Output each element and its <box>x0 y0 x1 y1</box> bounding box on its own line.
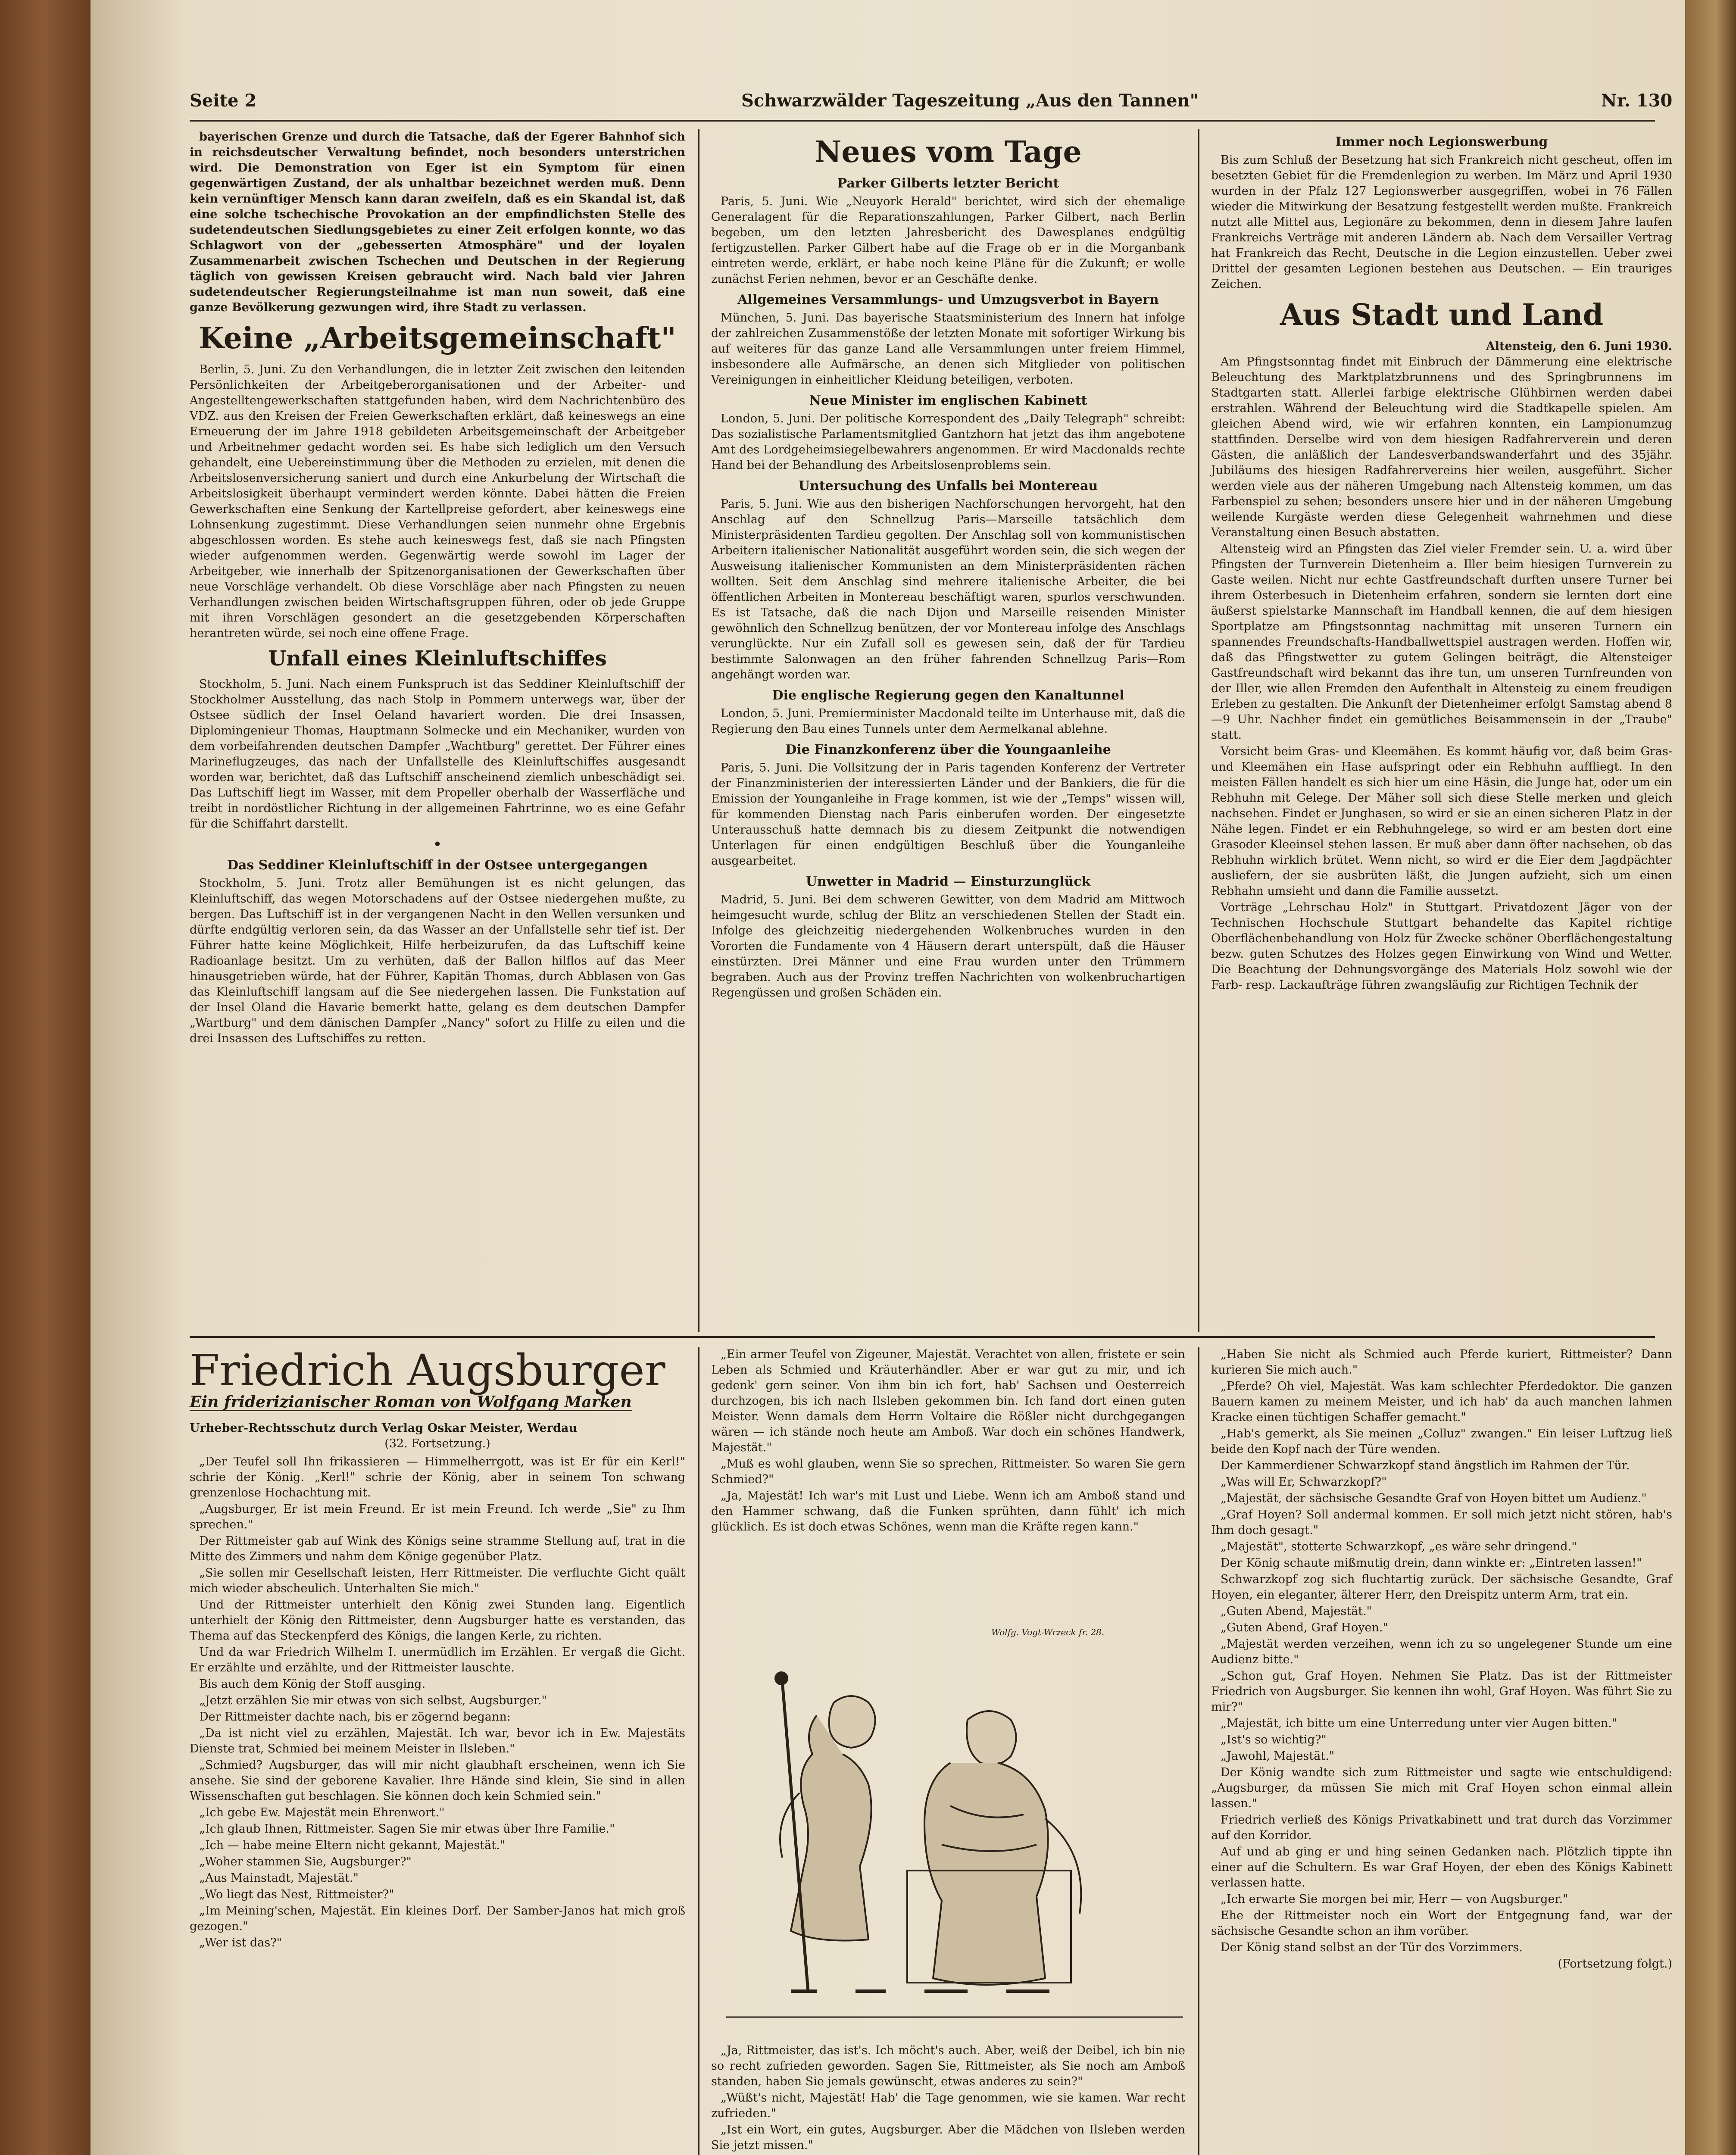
section-rule <box>190 1336 1655 1338</box>
article-montereau: Paris, 5. Juni. Wie aus den bisherigen Nachforschungen hervorgeht, hat den Anschlag auf den Schnellzug Paris—Marseille tatsächlich dem Ministerpräsidenten Tardieu gegolten. Der Anschlag soll von kommunistischen Arbeitern italienischer Nationalität ausgeführt worden sein, die sich wegen der Ausweisung italienischer Kommunisten an dem Ministerpräsidenten rächen wollten. Seit dem Anschlag sind mehrere italienische Arbeiter, die bei öffentlichen Arbeiten in Montereau beschäftigt waren, spurlos verschwunden. Es ist Tatsache, daß die nach Dijon und Marseille reisenden Minister gewöhnlich den Schnellzug benützen, der vor Montereau infolge des Anschlags verunglückte. Nur ein Zufall soll es gewesen sein, daß der für Tardieu bestimmte Salonwagen an den früher fahrenden Schnellzug Paris—Rom angehängt worden war. <box>711 497 1185 681</box>
novel-paragraph: Bis auch dem König der Stoff ausging. <box>199 1677 426 1691</box>
column-divider <box>698 129 699 1332</box>
novel-paragraph: Und der Rittmeister unterhielt den König zwei Stunden lang. Eigentlich unterhielt der König den Rittmeister, denn Augsburger hatte es verstanden, das Thema auf das Steckenpferd des Königs, die langen Kerle, zu richten. <box>190 1598 685 1643</box>
headline-arbeitsgemeinschaft: Keine „Arbeitsgemeinschaft" <box>199 321 676 356</box>
header-rule <box>190 120 1655 122</box>
column-divider <box>1198 129 1199 1332</box>
article-kanaltunnel: London, 5. Juni. Premierminister Macdonald teilte im Unterhause mit, daß die Regierung den Bau eines Tunnels unter dem Aermelkanal ablehne. <box>711 707 1185 736</box>
novel-paragraph: „Hab's gemerkt, als Sie meinen „Colluz" zwangen." Ein leiser Luftzug ließ beide den Kopf nach der Türe wenden. <box>1211 1427 1672 1456</box>
column-left <box>190 129 685 1047</box>
subhead-seddiner: Das Seddiner Kleinluftschiff in der Ostsee untergegangen <box>227 858 648 873</box>
novel-column-3 <box>1211 1347 1672 1972</box>
copyright-line: Urheber-Rechtsschutz durch Verlag Oskar Meister, Werdau <box>190 1421 577 1435</box>
novel-paragraph: „Muß es wohl glauben, wenn Sie so sprechen, Rittmeister. So waren Sie gern Schmied?" <box>711 1457 1185 1486</box>
novel-paragraph: „Majestät werden verzeihen, wenn ich zu so ungelegener Stunde um eine Audienz bitte." <box>1211 1637 1672 1666</box>
novel-paragraph: „Ist ein Wort, ein gutes, Augsburger. Aber die Mädchen von Ilsleben werden Sie jetzt missen." <box>711 2123 1185 2152</box>
dateline: Altensteig, den 6. Juni 1930. <box>1486 340 1672 353</box>
subhead-madrid: Unwetter in Madrid — Einsturzunglück <box>806 874 1091 889</box>
novel-paragraph: „Ich glaub Ihnen, Rittmeister. Sagen Sie mir etwas über Ihre Familie." <box>199 1822 615 1836</box>
article-madrid: Madrid, 5. Juni. Bei dem schweren Gewitter, von dem Madrid am Mittwoch heimgesucht wurde, schlug der Blitz an verschiedenen Stellen der Stadt ein. Infolge des gleichzeitig niedergehenden Wolkenbruches wurden in den Vororten die Fundamente von 4 Häusern derart unterspült, daß die Häuser einstürzten. Drei Männer und eine Frau wurden unter den Trümmern begraben. Auch aus der Provinz treffen Nachrichten von wolkenbruchartigen Regengüssen und großen Schäden ein. <box>711 893 1185 999</box>
illustration-credit: Wolfg. Vogt-Wrzeck fr. 28. <box>991 1627 1105 1637</box>
subhead-versammlungsverbot: Allgemeines Versammlungs- und Umzugsverbot in Bayern <box>737 292 1159 307</box>
novel-paragraph: „Was will Er, Schwarzkopf?" <box>1221 1475 1387 1489</box>
novel-paragraph: „Ja, Majestät! Ich war's mit Lust und Liebe. Wenn ich am Amboß stand und den Hammer schwang, daß die Funken sprühten, dann fühlt' ich mich glücklich. Es ist doch etwas Schönes, wenn man die Kräfte regen kann." <box>711 1489 1185 1533</box>
subhead-parker-gilbert: Parker Gilberts letzter Bericht <box>837 176 1059 191</box>
novel-paragraph: „Graf Hoyen? Soll andermal kommen. Er soll mich jetzt nicht stören, hab's Ihm doch gesagt." <box>1211 1508 1672 1537</box>
novel-paragraph: „Jawohl, Majestät." <box>1221 1749 1335 1763</box>
headline-stadt-und-land: Aus Stadt und Land <box>1280 298 1604 332</box>
article-turnverein: Altensteig wird an Pfingsten das Ziel vieler Fremder sein. U. a. wird über Pfingsten der Turnverein Dietenheim a. Iller beim hiesigen Turnverein zu Gaste weilen. Nicht nur echte Gastfreundschaft durften unsere Turner bei ihrem Osterbesuch in Dietenheim erfahren, sondern sie lernten dort eine äußerst spielstarke Mannschaft im Handball kennen, die auf dem hiesigen Sportplatze am Pfingstsonntag nachmittag mit unseren Turnern ein spannendes Freundschafts-Handballwettspiel austragen werden. Hoffen wir, daß das Pfingstwetter zu gutem Gelingen beiträgt, die Altensteiger Gastfreundschaft wird bekannt das ihre tun, um unseren Turnfreunden von der Iller, wie allen Fremden den Aufenthalt in Altensteig zu einem freudigen Erleben zu gestalten. Die Ankunft der Dietenheimer erfolgt Samstag abend 8—9 Uhr. Nachher findet ein gemütliches Beisammensein in der „Traube" statt. <box>1211 542 1672 742</box>
novel-paragraph: „Majestät, ich bitte um eine Unterredung unter vier Augen bitten." <box>1221 1717 1617 1730</box>
installment-number: (32. Fortsetzung.) <box>384 1437 490 1450</box>
novel-paragraph: „Ein armer Teufel von Zigeuner, Majestät. Verachtet von allen, fristete er sein Leben als Schmied und Kräuterhändler. Aber er war gut zu mir, und ich gedenk' gern seiner. Von ihm bin ich fort, hab' Sachsen und Oesterreich durchzogen, bis ich nach Ilsleben gekommen bin. Ich fand dort einen guten Meister. Wenn damals dem Herrn Voltaire die Rößler nicht durchgegangen wären — ich stände noch heute am Amboß. War doch ein schönes Handwerk, Majestät." <box>711 1348 1185 1454</box>
article-seddiner: Stockholm, 5. Juni. Trotz aller Bemühungen ist es nicht gelungen, das Kleinluftschiff, das wegen Motorschadens auf der Ostsee niedergehen mußte, zu bergen. Das Luftschiff ist in der vergangenen Nacht in den Wellen versunken und dürfte endgültig verloren sein, da das Wasser an der Unfallstelle sehr tief ist. Der Führer hatte keine Möglichkeit, Hilfe herbeizurufen, da das Luftschiff keine Radioanlage besitzt. Um zu verhüten, daß der Ballon hilflos auf das Meer hinausgetrieben würde, hat der Führer, Kapitän Thomas, durch Abblasen von Gas das Kleinluftschiff langsam auf die See niedergehen lassen. Die Funkstation auf der Insel Oland die Havarie bemerkt hatte, gelang es dem deutschen Dampfer „Wartburg" und dem dänischen Dampfer „Nancy" sofort zu Hilfe zu eilen und die drei Insassen des Luftschiffes zu retten. <box>190 877 685 1045</box>
column-right <box>1211 129 1672 994</box>
separator-dot: • <box>433 837 442 852</box>
article-versammlungsverbot: München, 5. Juni. Das bayerische Staatsministerium des Innern hat infolge der zahlreichen Zusammenstöße der letzten Monate mit sofortiger Wirkung bis auf weiteres für das ganze Land alle Versammlungen unter freiem Himmel, insbesondere alle Aufmärsche, an denen sich Mitglieder von politischen Vereinigungen in einheitlicher Kleidung beteiligen, verboten. <box>711 311 1185 387</box>
novel-paragraph: „Ich — habe meine Eltern nicht gekannt, Majestät." <box>199 1839 506 1852</box>
article-legionswerbung: Bis zum Schluß der Besetzung hat sich Frankreich nicht gescheut, offen im besetzten Gebiet für die Fremdenlegion zu werben. Im März und April 1930 wurden in der Pfalz 127 Legionswerber ausgegriffen, wobei in 76 Fällen wieder die Mitwirkung der Besatzung festgestellt werden mußte. Frankreich nutzt alle Mittel aus, Legionäre zu bekommen, denn in diesem Jahre laufen Frankreichs Verträge mit anderen Ländern ab. Nach dem Versailler Vertrag hat Frankreich das Recht, Deutsche in die Legion einzustellen. Ueber zwei Drittel der gesamten Legionen bestehen aus Deutschen. — Ein trauriges Zeichen. <box>1211 153 1672 291</box>
novel-paragraph: „Woher stammen Sie, Augsburger?" <box>199 1855 412 1868</box>
subhead-kanaltunnel: Die englische Regierung gegen den Kanaltunnel <box>772 688 1124 703</box>
novel-paragraph: Der Rittmeister gab auf Wink des Königs seine stramme Stellung auf, trat in die Mitte des Zimmers und nahm dem Könige gegenüber Platz. <box>190 1534 685 1563</box>
column-divider <box>698 1347 699 2155</box>
article-lehrschau-holz: Vorträge „Lehrschau Holz" in Stuttgart. Privatdozent Jäger von der Technischen Hochschule Stuttgart behandelte das Kapitel richtige Oberflächenbehandlung von Holz für Zwecke schöner Oberflächengestaltung bezw. guten Schutzes des Holzes gegen Einwirkung von Wind und Wetter. Die Beachtung der Dehnungsvorgänge des Materials Holz sowohl wie der Farb- resp. Lackaufträge führen zwangsläufig zur Richtigen Technik der <box>1211 901 1672 992</box>
novel-paragraph: Ehe der Rittmeister noch ein Wort der Entgegnung fand, war der sächsische Gesandte schon an ihm vorüber. <box>1211 1909 1672 1938</box>
novel-column-1 <box>190 1347 685 1952</box>
novel-paragraph: „Guten Abend, Majestät." <box>1221 1605 1372 1618</box>
novel-paragraph: Der König wandte sich zum Rittmeister und sagte wie entschuldigend: „Augsburger, da müssen Sie mich mit Graf Hoyen schon einmal allein lassen." <box>1211 1766 1672 1810</box>
novel-paragraph: „Pferde? Oh viel, Majestät. Was kam schlechter Pferdedoktor. Die ganzen Bauern kamen zu meinem Meister, und ich hab' da auch manchen lahmen Kracke einen tüchtigen Schaffer gemacht." <box>1211 1380 1672 1424</box>
article-kleinluftschiff: Stockholm, 5. Juni. Nach einem Funkspruch ist das Seddiner Kleinluftschiff der Stockholmer Ausstellung, das nach Stolp in Pommern unterwegs war, über der Ostsee südlich der Insel Oeland havariert worden. Die drei Insassen, Diplomingenieur Thomas, Hauptmann Solmecke und ein Mechaniker, wurden von dem vorbeifahrenden deutschen Dampfer „Wachtburg" gerettet. Der Führer eines Marineflugzeuges, das nach der Unfallstelle des Kleinluftschiffes ausgesandt worden war, berichtet, daß das Luftschiff anscheinend ziemlich unbeschädigt sei. Das Luftschiff liegt im Wasser, mit dem Propeller oberhalb der Wasserfläche und treibt in nordöstlicher Richtung in der allgemeinen Fahrtrinne, wo es eine Gefahr für die Schiffahrt darstellt. <box>190 678 685 831</box>
novel-paragraph: Der König stand selbst an der Tür des Vorzimmers. <box>1221 1941 1523 1954</box>
continued-note: (Fortsetzung folgt.) <box>1558 1957 1672 1971</box>
article-neue-minister: London, 5. Juni. Der politische Korrespondent des „Daily Telegraph" schreibt: Das sozialistische Parlamentsmitglied Gantzhorn hat jetzt das ihm angebotene Amt des Lordgeheimsiegelbewahrers angenommen. Er wird Macdonalds rechte Hand bei der Behandlung des Arbeitslosenproblems sein. <box>711 412 1185 472</box>
article-pfingstsonntag: Am Pfingstsonntag findet mit Einbruch der Dämmerung eine elektrische Beleuchtung des Marktplatzbrunnens und des Springbrunnens im Stadtgarten statt. Allerlei farbige elektrische Glühbirnen werden dabei erstrahlen. Während der Beleuchtung wird die Stadtkapelle spielen. Am gleichen Abend wird, wie wir erfahren konnten, ein Lampionumzug stattfinden. Derselbe wird von dem hiesigen Radfahrerverein und deren Gästen, die anläßlich der Landesverbandswanderfahrt und des 35jähr. Jubiläums des hiesigen Radfahrervereins hier weilen, ausgeführt. Sicher werden viele aus der näheren Umgebung nach Altensteig kommen, um das Farbenspiel zu sehen; besonders unsere hier und in der näheren Umgebung weilende Kurgäste werden diese Gelegenheit wahrnehmen und diese Veranstaltung einen Besuch abstatten. <box>1211 355 1672 539</box>
illustration-king-and-officer <box>726 1664 1183 2034</box>
novel-column-2-top <box>711 1347 1185 1536</box>
newspaper-page <box>190 0 1689 2155</box>
novel-paragraph: „Augsburger, Er ist mein Freund. Er ist mein Freund. Ich werde „Sie" zu Ihm sprechen." <box>190 1502 685 1531</box>
novel-paragraph: „Schmied? Augsburger, das will mir nicht glaubhaft erscheinen, wenn ich Sie ansehe. Sie sind der geborene Kavalier. Ihre Hände sind klein, Sie sind in allen Wissenschaften gut beschlagen. Sie können doch kein Schmied sein." <box>190 1758 685 1803</box>
novel-paragraph: „Wüßt's nicht, Majestät! Hab' die Tage genommen, wie sie kamen. War recht zufrieden." <box>711 2091 1185 2120</box>
headline-neues-vom-tage: Neues vom Tage <box>815 135 1082 169</box>
novel-paragraph: „Da ist nicht viel zu erzählen, Majestät. Ich war, bevor ich in Ew. Majestäts Dienste trat, Schmied bei meinem Meister in Ilsleben." <box>190 1727 685 1755</box>
subhead-neue-minister: Neue Minister im englischen Kabinett <box>809 393 1087 408</box>
novel-paragraph: „Haben Sie nicht als Schmied auch Pferde kuriert, Rittmeister? Dann kurieren Sie mich auch." <box>1211 1348 1672 1377</box>
article-finanzkonferenz: Paris, 5. Juni. Die Vollsitzung der in Paris tagenden Konferenz der Vertreter der Finanzministerien der interessierten Länder und der Bankiers, die für die Emission der Younganleihe in Frage kommen, ist wie der „Temps" wissen will, für kommenden Dienstag nach Paris einberufen worden. Der eingesetzte Unterausschuß hatte demnach bis zu diesem Zeitpunkt die notwendigen Unterlagen für einen endgültigen Beschluß über die Younganleihe ausgearbeitet. <box>711 761 1185 868</box>
novel-paragraph: „Jetzt erzählen Sie mir etwas von sich selbst, Augsburger." <box>199 1694 547 1707</box>
novel-paragraph: „Schon gut, Graf Hoyen. Nehmen Sie Platz. Das ist der Rittmeister Friedrich von Augsburger. Sie kennen ihn wohl, Graf Hoyen. Was führt Sie zu mir?" <box>1211 1669 1672 1714</box>
novel-paragraph: „Im Meining'schen, Majestät. Ein kleines Dorf. Der Samber-Janos hat mich groß gezogen." <box>190 1904 685 1933</box>
column-middle <box>711 129 1185 1002</box>
novel-paragraph: „Guten Abend, Graf Hoyen." <box>1221 1621 1388 1634</box>
novel-paragraph: „Ich erwarte Sie morgen bei mir, Herr — von Augsburger." <box>1221 1893 1568 1906</box>
novel-title: Friedrich Augsburger <box>190 1345 665 1396</box>
novel-subtitle: Ein friderizianischer Roman von Wolfgang Marken <box>190 1393 632 1411</box>
novel-paragraph: „Sie sollen mir Gesellschaft leisten, Herr Rittmeister. Die verfluchte Gicht quält mich wieder abscheulich. Unterhalten Sie mich." <box>190 1566 685 1595</box>
novel-paragraph: „Ist's so wichtig?" <box>1221 1733 1327 1746</box>
novel-paragraph: „Der Teufel soll Ihn frikassieren — Himmelherrgott, was ist Er für ein Kerl!" schrie der König. „Kerl!" schrie der König, aber in seinem Ton schwang grenzenlose Hochachtung mit. <box>190 1455 685 1499</box>
novel-paragraph: Der Rittmeister dachte nach, bis er zögernd begann: <box>199 1710 511 1724</box>
novel-paragraph: Friedrich verließ des Königs Privatkabinett und trat durch das Vorzimmer auf den Korridor. <box>1211 1813 1672 1842</box>
novel-paragraph: Und da war Friedrich Wilhelm I. unermüdlich im Erzählen. Er vergaß die Gicht. Er erzählte und erzählte, und der Rittmeister lauschte. <box>190 1646 685 1674</box>
novel-paragraph: Auf und ab ging er und hing seinen Gedanken nach. Plötzlich tippte ihn einer auf die Schultern. Es war Graf Hoyen, der eben des Königs Kabinett verlassen hatte. <box>1211 1845 1672 1890</box>
page-edge-next <box>1685 0 1736 2155</box>
novel-paragraph: „Ich gebe Ew. Majestät mein Ehrenwort." <box>199 1806 445 1819</box>
subhead-legionswerbung: Immer noch Legionswerbung <box>1335 134 1548 150</box>
article-kleemaehen: Vorsicht beim Gras- und Kleemähen. Es kommt häufig vor, daß beim Gras- und Kleemähen ein Hase aufspringt oder ein Rebhuhn auffliegt. In den meisten Fällen handelt es sich hier um eine Häsin, die Junge hat, oder um ein Rebhuhn mit Gelege. Der Mäher soll sich diese Stelle merken und gleich nachsehen. Findet er Junghasen, so wird er sie an einen sicheren Platz in der Nähe legen. Findet er ein Rebhuhngelege, so wird er am besten dort eine Grasoder Kleeinsel stehen lassen. Er muß aber dann öfter nachsehen, ob das Rebhuhn wirklich brütet. Wenn nicht, so wird er die Eier dem Jagdpächter ausliefern, der sie ausbrüten läßt, die Jungen aufzieht, sich um einen Rebhahn umsieht und dann die Familie aussetzt. <box>1211 745 1672 898</box>
issue-number: Nr. 130 <box>1601 91 1673 111</box>
headline-kleinluftschiff: Unfall eines Kleinluftschiffes <box>268 646 607 671</box>
subhead-montereau: Untersuchung des Unfalls bei Montereau <box>798 478 1098 493</box>
novel-paragraph: „Majestät", stotterte Schwarzkopf, „es wäre sehr dringend." <box>1221 1540 1577 1553</box>
novel-column-2-bottom <box>711 2043 1185 2155</box>
novel-paragraph: „Majestät, der sächsische Gesandte Graf von Hoyen bittet um Audienz." <box>1221 1492 1647 1505</box>
novel-paragraph: „Aus Mainstadt, Majestät." <box>199 1871 359 1885</box>
article-arbeitsgemeinschaft: Berlin, 5. Juni. Zu den Verhandlungen, die in letzter Zeit zwischen den leitenden Persönlichkeiten der Arbeitgeberorganisationen und der Arbeiter- und Angestelltengewerkschaften stattgefunden haben, wird dem Nachrichtenbüro des VDZ. aus den Kreisen der Freien Gewerkschaften erklärt, daß keineswegs an eine Erneuerung der im Jahre 1918 gebildeten Arbeitsgemeinschaft der Arbeitgeber und Arbeitnehmer gedacht worden sei. Es habe sich lediglich um den Versuch gehandelt, eine Uebereinstimmung über die Methoden zu erzielen, mit denen die Arbeitslosenversicherung saniert und durch eine Ankurbelung der Wirtschaft die Arbeitslosigkeit überhaupt vermindert werden könnte. Dabei hätten die Freien Gewerkschaften eine Senkung der Kartellpreise gefordert, aber keineswegs eine Lohnsenkung zugestimmt. Diese Verhandlungen seien nunmehr ohne Ergebnis abgeschlossen worden. Es stehe auch keineswegs fest, daß sie nach Pfingsten wieder aufgenommen werden. Gegenwärtig werde sowohl im Lager der Arbeitgeber, wie innerhalb der Spitzenorganisationen der Gewerkschaften über neue Vorschläge verhandelt. Ob diese Vorschläge aber nach Pfingsten zu neuen Verhandlungen zwischen beiden Wirtschaftsgruppen führen, oder ob jede Gruppe mit ihren Vorschlägen gesondert an die gesetzgebenden Körperschaften herantreten würde, sei noch eine offene Frage. <box>190 363 685 640</box>
novel-paragraph: Der Kammerdiener Schwarzkopf stand ängstlich im Rahmen der Tür. <box>1221 1459 1630 1472</box>
intro-article: bayerischen Grenze und durch die Tatsache, daß der Egerer Bahnhof sich in reichsdeutscher Verwaltung befindet, noch besonders unterstrichen wird. Die Demonstration von Eger ist ein Symptom für einen gegenwärtigen Zustand, der als unhaltbar bezeichnet werden muß. Denn kein vernünftiger Mensch kann daran zweifeln, daß es ein Skandal ist, daß eine solche tschechische Provokation an der empfindlichsten Stelle des sudetendeutschen Siedlungsgebietes zu einer Zeit erfolgen konnte, wo das Schlagwort von der „gebesserten Atmosphäre" und der loyalen Zusammenarbeit zwischen Tschechen und Deutschen in der Regierung täglich von gewissen Kreisen gebraucht wird. Nach bald vier Jahren sudetendeutscher Regierungsteilnahme ist man nun soweit, daß eine ganze Bevölkerung gezwungen wird, ihre Stadt zu verlassen. <box>190 130 685 314</box>
article-parker-gilbert: Paris, 5. Juni. Wie „Neuyork Herald" berichtet, wird sich der ehemalige Generalagent für die Reparationszahlungen, Parker Gilbert, nach Berlin begeben, um den letzten Jahresbericht des Dawesplanes endgültig fertigzustellen. Parker Gilbert habe auf die Frage ob er in die Morganbank eintreten werde, erklärt, er habe noch keine Pläne für die Zukunft; er wolle zunächst Ferien nehmen, bevor er an Geschäfte denke. <box>711 195 1185 286</box>
masthead: Schwarzwälder Tageszeitung „Aus den Tannen" <box>741 91 1199 111</box>
novel-paragraph: Der König schaute mißmutig drein, dann winkte er: „Eintreten lassen!" <box>1221 1556 1642 1570</box>
novel-paragraph: „Ja, Rittmeister, das ist's. Ich möcht's auch. Aber, weiß der Deibel, ich bin nie so recht zufrieden geworden. Sagen Sie, Rittmeister, als Sie noch am Amboß standen, haben Sie jemals gewünscht, etwas anderes zu sein?" <box>711 2044 1185 2088</box>
novel-paragraph: Schwarzkopf zog sich fluchtartig zurück. Der sächsische Gesandte, Graf Hoyen, ein eleganter, älterer Herr, den Dreispitz unterm Arm, trat ein. <box>1211 1573 1672 1602</box>
novel-paragraph: „Wer ist das?" <box>199 1936 282 1949</box>
page-number: Seite 2 <box>190 91 257 111</box>
subhead-finanzkonferenz: Die Finanzkonferenz über die Youngaanleihe <box>785 742 1111 757</box>
column-divider <box>1198 1347 1199 2155</box>
novel-paragraph: „Wo liegt das Nest, Rittmeister?" <box>199 1888 394 1901</box>
